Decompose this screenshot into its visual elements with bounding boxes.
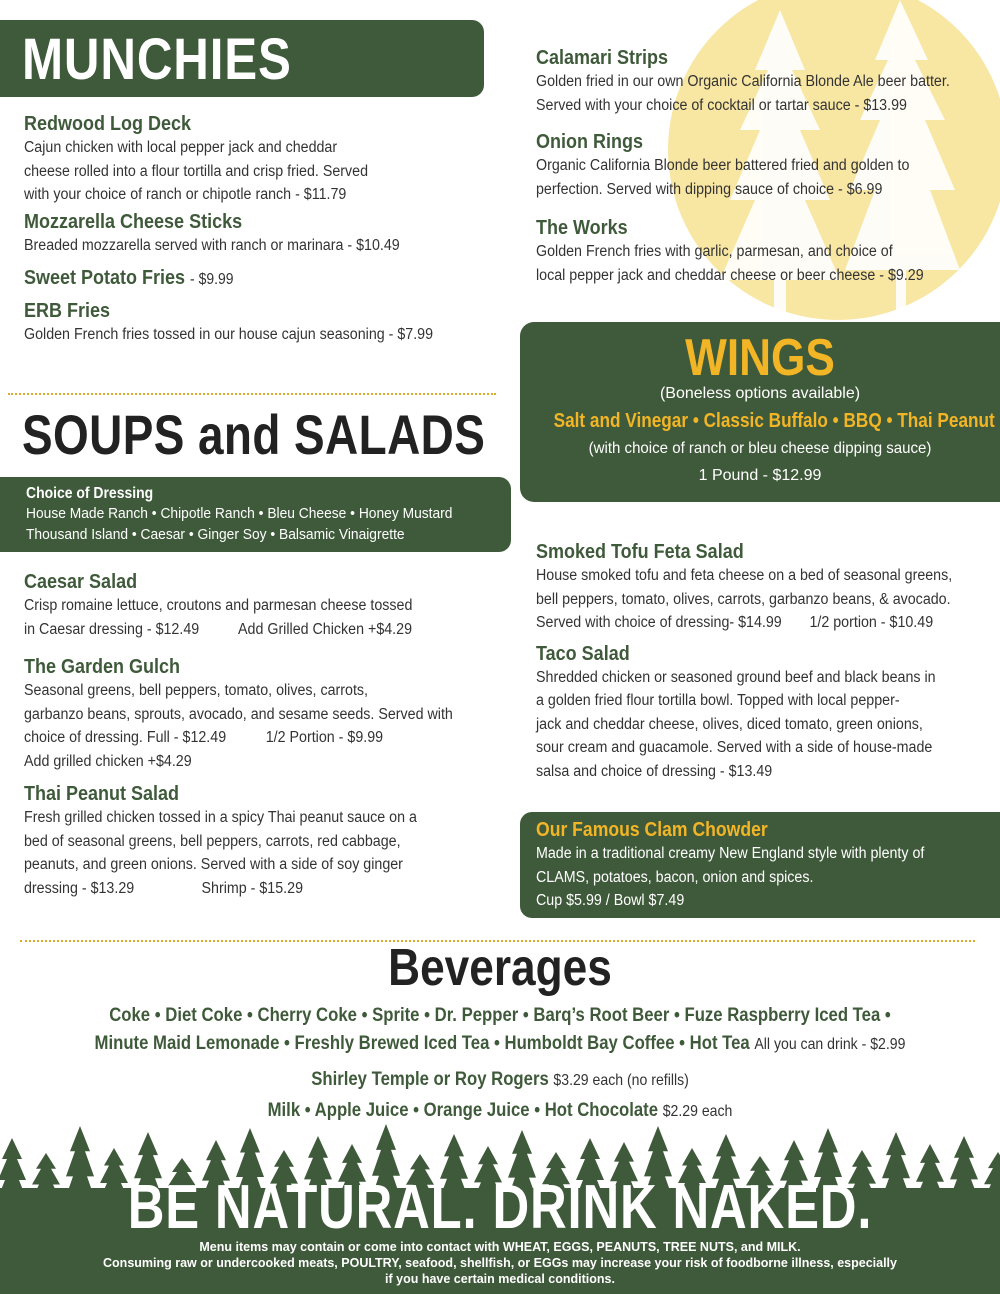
item-title: Sweet Potato Fries: [24, 267, 186, 289]
item-desc: bed of seasonal greens, bell peppers, carrots, red cabbage,: [24, 832, 401, 850]
chowder-desc: Made in a traditional creamy New England style with plenty of: [536, 845, 925, 862]
beverages-title: Beverages: [388, 939, 612, 997]
item-desc: Seasonal greens, bell peppers, tomato, olives, carrots,: [24, 682, 369, 699]
item-desc: perfection. Served with dipping sauce of choice - $6.99: [536, 180, 883, 198]
chowder-price: Cup $5.99 / Bowl $7.49: [536, 892, 685, 909]
munchies-title: MUNCHIES: [22, 27, 292, 92]
item-desc: a golden fried flour tortilla bowl. Topped with local pepper-: [536, 692, 900, 709]
dressing-line: Thousand Island • Caesar • Ginger Soy • Balsamic Vinaigrette: [26, 526, 405, 543]
chowder-desc: CLAMS, potatoes, bacon, onion and spices.: [536, 868, 814, 886]
beverages-price: $3.29 each (no refills): [553, 1072, 689, 1089]
beverages-list: Shirley Temple or Roy Rogers: [311, 1069, 549, 1090]
item-desc: sour cream and guacamole. Served with a side of house-made: [536, 739, 933, 756]
munchies-header: [0, 20, 484, 97]
item-title: Thai Peanut Salad: [24, 783, 180, 805]
divider: [8, 393, 496, 395]
item-desc: in Caesar dressing - $12.49 Add Grilled Chicken +$4.29: [24, 620, 413, 638]
beverages-price: All you can drink - $2.99: [754, 1036, 906, 1053]
item-desc: garbanzo beans, sprouts, avocado, and sesame seeds. Served with: [24, 705, 453, 723]
list-item: [536, 47, 986, 117]
item-desc: Served with choice of dressing- $14.99 1/2 portion - $10.49: [536, 614, 934, 631]
item-title: The Garden Gulch: [24, 656, 181, 678]
item-desc: Golden French fries tossed in our house cajun seasoning - $7.99: [24, 326, 434, 343]
chowder-box: [520, 812, 1000, 918]
item-desc: Add grilled chicken +$4.29: [24, 752, 192, 770]
disclaimer-line: Consuming raw or undercooked meats, POULTRY, seafood, shellfish, or EGGs may increase your risk of foodborne illness, especially: [103, 1256, 897, 1270]
wings-price: 1 Pound - $12.99: [698, 467, 822, 484]
item-title: ERB Fries: [24, 300, 111, 322]
item-desc: local pepper jack and cheddar cheese or beer cheese - $9.29: [536, 266, 924, 284]
item-title: Smoked Tofu Feta Salad: [536, 541, 744, 563]
wings-box: [520, 322, 1000, 502]
item-desc: Breaded mozzarella served with ranch or marinara - $10.49: [24, 236, 400, 254]
item-desc: with your choice of ranch or chipotle ranch - $11.79: [24, 186, 347, 203]
item-desc: choice of dressing. Full - $12.49 1/2 Portion - $9.99: [24, 729, 384, 746]
beverages-line: [60, 1069, 940, 1091]
item-title: Taco Salad: [536, 642, 630, 665]
item-title: Onion Rings: [536, 131, 644, 153]
list-item: [536, 217, 986, 287]
item-desc: Fresh grilled chicken tossed in a spicy Thai peanut sauce on a: [24, 809, 417, 826]
list-item: [536, 131, 986, 201]
beverages-price: $2.29 each: [662, 1103, 733, 1120]
item-desc: peanuts, and green onions. Served with a side of soy ginger: [24, 856, 403, 873]
list-item: [24, 783, 490, 900]
item-desc: House smoked tofu and feta cheese on a bed of seasonal greens,: [536, 567, 953, 584]
slogan: BE NATURAL. DRINK NAKED.: [127, 1173, 873, 1242]
wings-flavors: Salt and Vinegar • Classic Buffalo • BBQ • Thai Peanut: [553, 410, 995, 432]
beverages-list: Milk • Apple Juice • Orange Juice • Hot Chocolate: [267, 1100, 659, 1121]
item-desc: Cajun chicken with local pepper jack and cheddar: [24, 139, 338, 156]
list-item: [24, 267, 469, 290]
list-item: [24, 300, 469, 347]
item-title: The Works: [536, 217, 628, 239]
dressing-box: [0, 477, 511, 552]
item-desc: dressing - $13.29 Shrimp - $15.29: [24, 879, 304, 897]
item-desc: Golden French fries with garlic, parmesan, and choice of: [536, 243, 893, 260]
item-desc: salsa and choice of dressing - $13.49: [536, 762, 773, 780]
soups-title: SOUPS and SALADS: [22, 403, 486, 466]
disclaimer-line: if you have certain medical conditions.: [385, 1272, 615, 1286]
item-desc: Served with your choice of cocktail or tartar sauce - $13.99: [536, 96, 907, 114]
list-item: [24, 113, 469, 207]
wings-dip: (with choice of ranch or bleu cheese dipping sauce): [588, 440, 932, 457]
item-desc: Organic California Blonde beer battered fried and golden to: [536, 157, 910, 174]
item-title: Redwood Log Deck: [24, 113, 192, 135]
item-price: - $9.99: [190, 271, 234, 288]
chowder-title: Our Famous Clam Chowder: [536, 819, 768, 841]
item-desc: Golden fried in our own Organic California Blonde Ale beer batter.: [536, 73, 950, 90]
dressing-title: Choice of Dressing: [26, 485, 154, 502]
item-desc: jack and cheddar cheese, olives, diced tomato, green onions,: [536, 715, 923, 733]
list-item: [24, 656, 490, 773]
item-desc: Shredded chicken or seasoned ground beef and black beans in: [536, 668, 936, 686]
beverages-line: Coke • Diet Coke • Cherry Coke • Sprite • Dr. Pepper • Barq’s Root Beer • Fuze Raspberry Iced Tea •: [109, 1005, 891, 1026]
wings-title: WINGS: [685, 329, 835, 387]
item-desc: bell peppers, tomato, olives, carrots, garbanzo beans, & avocado.: [536, 590, 951, 608]
beverages-list: Minute Maid Lemonade • Freshly Brewed Iced Tea • Humboldt Bay Coffee • Hot Tea: [94, 1033, 750, 1054]
munchies-right-list: [536, 47, 986, 287]
item-desc: Crisp romaine lettuce, croutons and parmesan cheese tossed: [24, 597, 413, 614]
list-item: [24, 571, 490, 641]
dressing-line: House Made Ranch • Chipotle Ranch • Bleu Cheese • Honey Mustard: [26, 505, 453, 522]
salads-left-list: [24, 571, 490, 900]
item-title: Calamari Strips: [536, 47, 669, 69]
beverages-line: [60, 1033, 940, 1055]
list-item: [536, 643, 988, 784]
list-item: [536, 541, 988, 635]
wings-note: (Boneless options available): [659, 385, 861, 402]
salads-right-list: [536, 541, 988, 783]
item-title: Mozzarella Cheese Sticks: [24, 210, 243, 233]
item-title: Caesar Salad: [24, 571, 138, 593]
munchies-left-list: [24, 113, 469, 347]
disclaimer-line: Menu items may contain or come into contact with WHEAT, EGGS, PEANUTS, TREE NUTS, and MILK.: [199, 1240, 801, 1254]
list-item: [24, 211, 469, 258]
item-desc: cheese rolled into a flour tortilla and crisp fried. Served: [24, 162, 369, 180]
